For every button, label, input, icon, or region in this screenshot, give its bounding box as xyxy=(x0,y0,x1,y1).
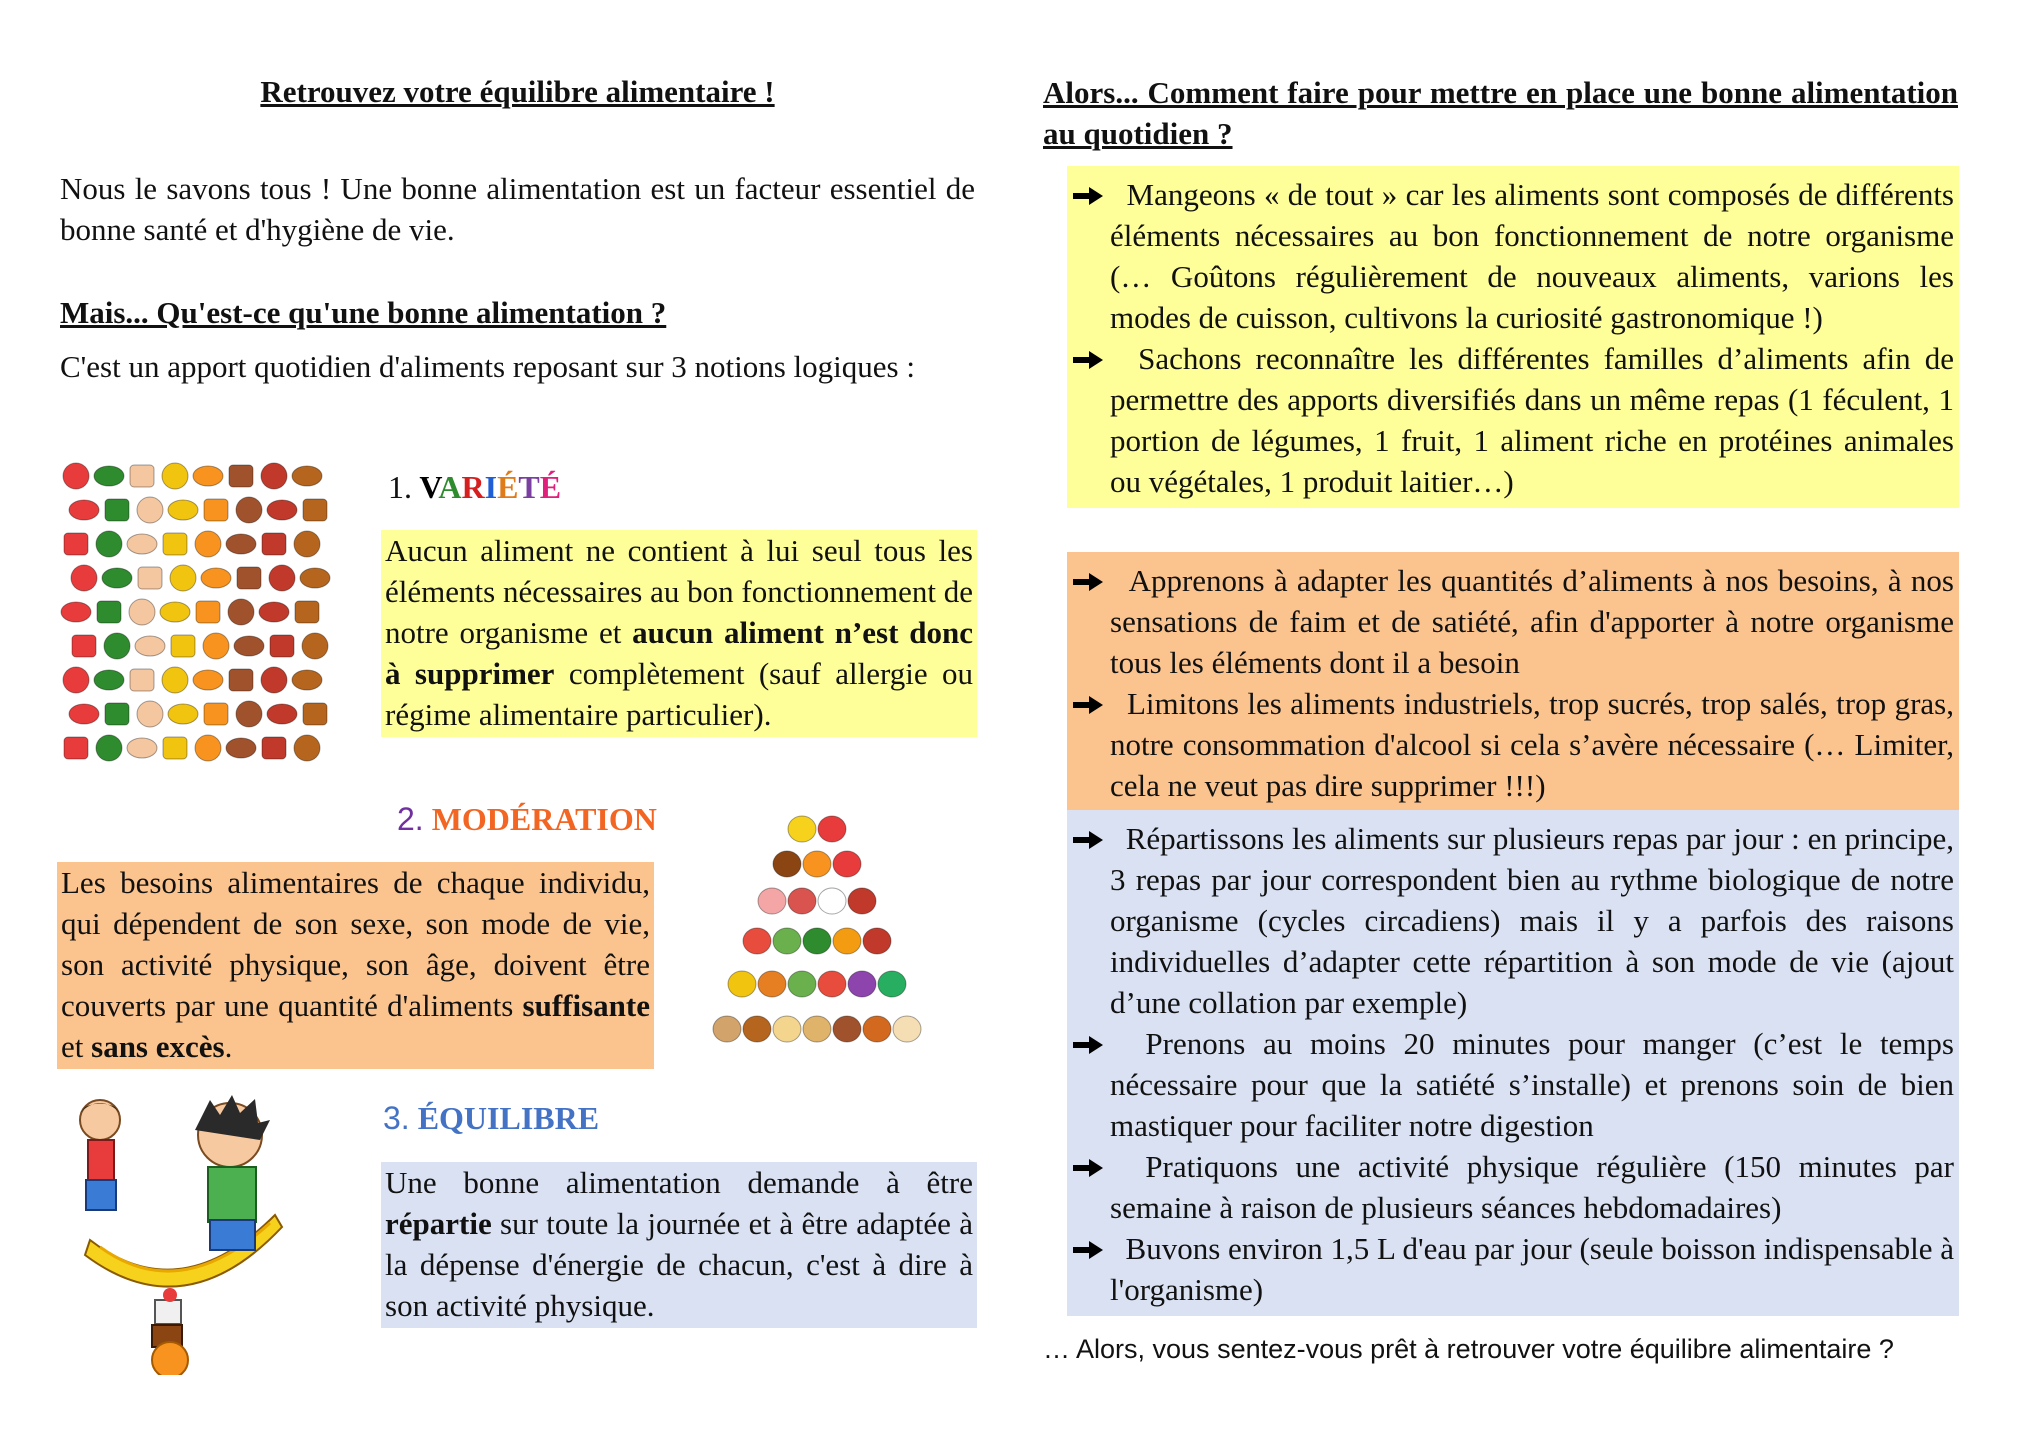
seesaw-icon xyxy=(60,1095,310,1375)
advice-group-balance xyxy=(1067,810,1959,1316)
advice-bullet xyxy=(1073,683,1954,806)
variete-letter: T xyxy=(518,469,540,505)
equilibre-text-part: Une bonne alimentation demande à être xyxy=(385,1165,973,1200)
arrow-right-icon xyxy=(1073,694,1103,716)
variete-text-part: Aucun aliment ne contient à lui seul tous les éléments nécessaires au bon fonctionnement de notre organisme et xyxy=(385,533,973,650)
section-equilibre-text xyxy=(381,1162,977,1328)
assorted-foods-illustration xyxy=(60,460,335,772)
variete-text-part: complètement (sauf allergie ou régime alimentaire particulier). xyxy=(385,656,974,732)
variete-letter: V xyxy=(419,469,439,505)
arrow-right-icon xyxy=(1073,185,1103,207)
section-number: 3. xyxy=(383,1100,410,1136)
advice-bullet xyxy=(1073,1023,1954,1146)
food-pyramid-illustration xyxy=(675,805,960,1085)
closing-question: … Alors, vous sentez-vous prêt à retrouver votre équilibre alimentaire ? xyxy=(1043,1334,1894,1364)
arrow-right-icon xyxy=(1073,1239,1103,1261)
advice-text: Pratiquons une activité physique régulière (150 minutes par semaine à raison de plusieurs séances hebdomadaires) xyxy=(1110,1149,1954,1225)
advice-bullet xyxy=(1073,338,1954,502)
assorted-foods-icon xyxy=(60,460,335,772)
section-variete-text xyxy=(381,530,977,737)
advice-text: Apprenons à adapter les quantités d’aliments à nos besoins, à nos sensations de faim et de satiété, afin d'apporter à notre organisme tous les éléments dont il a besoin xyxy=(1110,563,1954,680)
arrow-right-icon xyxy=(1073,1157,1103,1179)
page-title: Retrouvez votre équilibre alimentaire ! xyxy=(260,74,775,109)
advice-text: Répartissons les aliments sur plusieurs repas par jour : en principe, 3 repas par jour correspondent bien au rythme biologique de notre organisme (cycles circadiens) mais il y a parfois des raisons individuelles d’adapter cette répartition à son mode de vie (ajout d’une collation par exemple) xyxy=(1110,821,1954,1020)
advice-heading: Alors... Comment faire pour mettre en place une bonne alimentation au quotidien ? xyxy=(1043,75,1958,151)
advice-bullet xyxy=(1073,174,1954,338)
intro-paragraph: Nous le savons tous ! Une bonne alimentation est un facteur essentiel de bonne santé et d'hygiène de vie. xyxy=(60,171,975,247)
moderation-text-part: et xyxy=(61,1029,92,1064)
variete-text-bold: aucun aliment n’est donc à supprimer xyxy=(385,615,973,691)
arrow-right-icon xyxy=(1073,571,1103,593)
equilibre-text-bold: répartie xyxy=(385,1206,492,1241)
arrow-right-icon xyxy=(1073,349,1103,371)
section-equilibre-title xyxy=(383,1098,599,1138)
definition-paragraph: C'est un apport quotidien d'aliments reposant sur 3 notions logiques : xyxy=(60,349,915,384)
advice-bullet xyxy=(1073,1146,1954,1228)
moderation-text-bold: sans excès xyxy=(91,1029,225,1064)
equilibre-word: ÉQUILIBRE xyxy=(417,1100,600,1136)
question-heading: Mais... Qu'est-ce qu'une bonne alimentation ? xyxy=(60,295,667,330)
equilibre-text-part: sur toute la journée et à être adaptée à la dépense d'énergie de chacun, c'est à dire à son activité physique. xyxy=(385,1206,973,1323)
variete-letter: É xyxy=(497,469,519,505)
moderation-text-bold: suffisante xyxy=(522,988,650,1023)
variete-letter: A xyxy=(438,469,462,505)
advice-group-moderation xyxy=(1067,552,1959,812)
variete-letter: R xyxy=(461,469,485,505)
advice-text: Sachons reconnaître les différentes familles d’aliments afin de permettre des apports diversifiés dans un même repas (1 féculent, 1 portion de légumes, 1 fruit, 1 aliment riche en protéines animales ou végétales, 1 produit laitier…) xyxy=(1110,341,1954,499)
moderation-text-part: . xyxy=(224,1029,233,1064)
arrow-right-icon xyxy=(1073,1034,1103,1056)
advice-text: Prenons au moins 20 minutes pour manger (c’est le temps nécessaire pour que la satiété s’installe) et prenons soin de bien mastiquer pour faciliter notre digestion xyxy=(1110,1026,1954,1143)
advice-bullet xyxy=(1073,818,1954,1023)
section-number: 1. xyxy=(388,469,412,505)
section-variete-title xyxy=(388,467,561,507)
section-moderation-title xyxy=(397,799,657,839)
advice-bullet xyxy=(1073,1228,1954,1310)
advice-bullet xyxy=(1073,560,1954,683)
food-pyramid-icon xyxy=(675,805,960,1085)
section-moderation-text xyxy=(57,862,654,1069)
variete-letter: É xyxy=(539,469,562,505)
moderation-text-part: Les besoins alimentaires de chaque individu, qui dépendent de son sexe, son mode de vie, son activité physique, son âge, doivent être couverts par une quantité d'aliments xyxy=(61,865,650,1023)
advice-text: Buvons environ 1,5 L d'eau par jour (seule boisson indispensable à l'organisme) xyxy=(1110,1231,1954,1307)
advice-text: Mangeons « de tout » car les aliments sont composés de différents éléments nécessaires au bon fonctionnement de notre organisme (… Goûtons régulièrement de nouveaux aliments, varions les modes de cuisson, cultivons la curiosité gastronomique !) xyxy=(1110,177,1954,335)
arrow-right-icon xyxy=(1073,829,1103,851)
advice-text: Limitons les aliments industriels, trop sucrés, trop salés, trop gras, notre consommation d'alcool si cela s’avère nécessaire (… Limiter, cela ne veut pas dire supprimer !!!) xyxy=(1110,686,1954,803)
seesaw-children-illustration xyxy=(60,1095,310,1375)
advice-group-variety xyxy=(1067,166,1959,508)
section-number: 2. xyxy=(397,801,424,837)
moderation-word: MODÉRATION xyxy=(431,801,657,837)
variete-letter: I xyxy=(484,469,498,505)
variete-word xyxy=(419,469,561,505)
